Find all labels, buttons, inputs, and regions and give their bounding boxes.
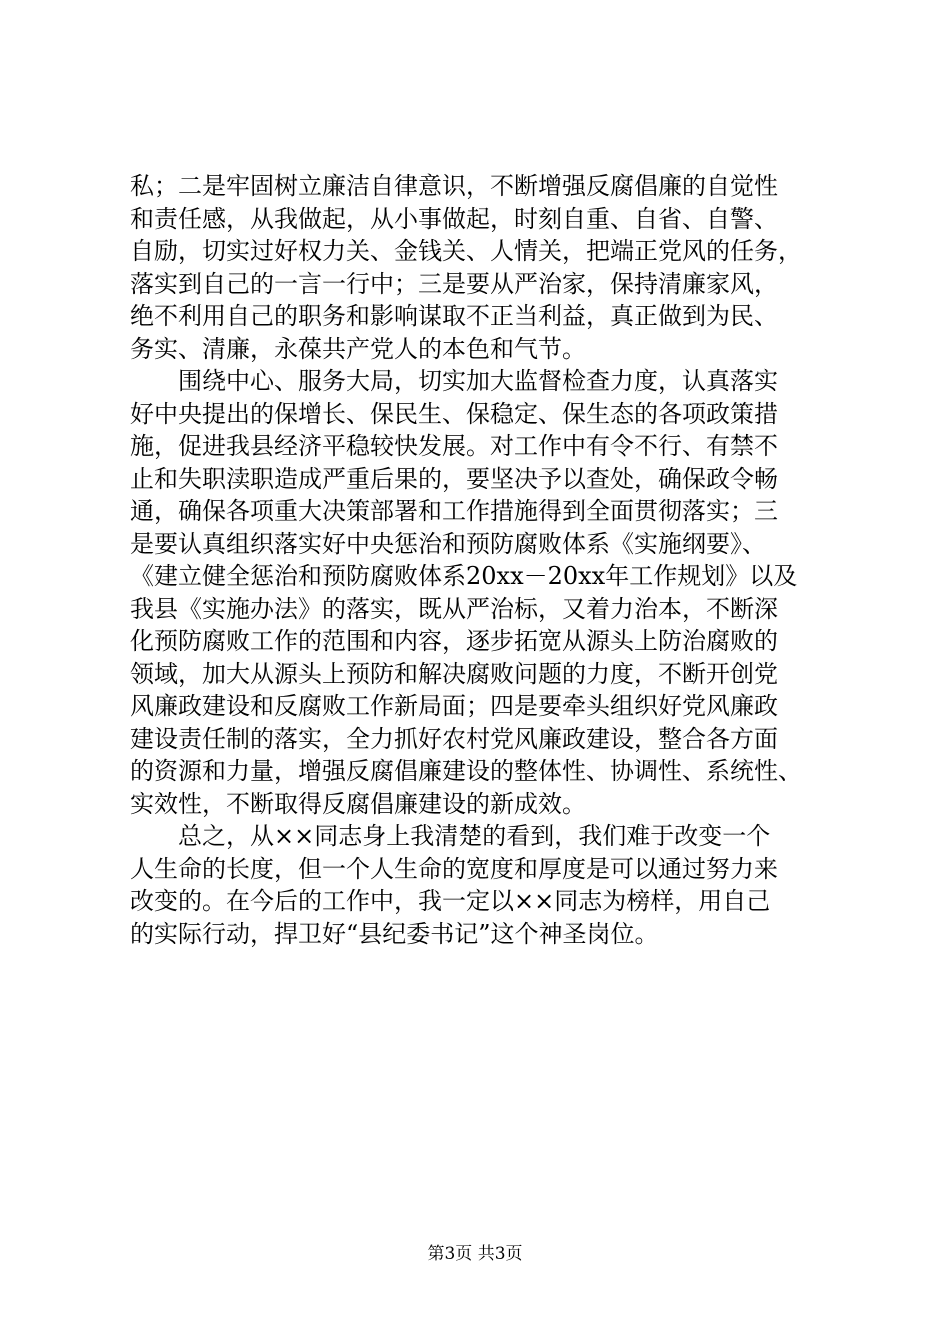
text-line: 通，确保各项重大决策部署和工作措施得到全面贯彻落实；三 [130, 497, 778, 525]
text-line: 我县《实施办法》的落实，既从严治标，又着力治本，不断深 [130, 594, 778, 623]
text-line: 实效性，不断取得反腐倡廉建设的新成效。 [130, 789, 586, 818]
text-line: 人生命的长度，但一个人生命的宽度和厚度是可以通过努力来 [130, 854, 778, 883]
text-line: 总之，从××同志身上我清楚的看到，我们难于改变一个 [130, 822, 771, 850]
text-line: 自励，切实过好权力关、金钱关、人情关，把端正党风的任务， [130, 237, 802, 265]
text-line: 是要认真组织落实好中央惩治和预防腐败体系《实施纲要》、 [130, 529, 766, 558]
text-line: 改变的。在今后的工作中，我一定以××同志为榜样，用自己 [130, 887, 771, 915]
text-line: 的实际行动，捍卫好“县纪委书记”这个神圣岗位。 [130, 919, 659, 948]
text-line: 绝不利用自己的职务和影响谋取不正当利益，真正做到为民、 [130, 302, 778, 330]
text-line: 施，促进我县经济平稳较快发展。对工作中有令不行、有禁不 [130, 432, 778, 460]
text-line: 建设责任制的落实，全力抓好农村党风廉政建设，整合各方面 [130, 724, 778, 753]
text-line: 化预防腐败工作的范围和内容，逐步拓宽从源头上防治腐败的 [130, 627, 778, 655]
text-line: 止和失职渎职造成严重后果的，要坚决予以查处，确保政令畅 [130, 464, 778, 493]
text-line: 好中央提出的保增长、保民生、保稳定、保生态的各项政策措 [130, 399, 778, 428]
document-body [130, 170, 830, 950]
text-line: 落实到自己的一言一行中；三是要从严治家，保持清廉家风， [130, 269, 778, 298]
page-number-footer: 第3页 共3页 [427, 1244, 523, 1264]
text-line: 围绕中心、服务大局，切实加大监督检查力度，认真落实 [130, 367, 778, 395]
text-line: 《建立健全惩治和预防腐败体系20xx－20xx年工作规划》以及 [130, 562, 798, 590]
text-line: 的资源和力量，增强反腐倡廉建设的整体性、协调性、系统性、 [130, 757, 802, 785]
text-line: 私；二是牢固树立廉洁自律意识，不断增强反腐倡廉的自觉性 [130, 172, 778, 200]
text-line: 务实、清廉，永葆共产党人的本色和气节。 [130, 334, 586, 363]
text-line: 和责任感，从我做起，从小事做起，时刻自重、自省、自警、 [130, 204, 778, 233]
text-line: 风廉政建设和反腐败工作新局面；四是要牵头组织好党风廉政 [130, 692, 778, 720]
text-line: 领域，加大从源头上预防和解决腐败问题的力度，不断开创党 [130, 659, 778, 688]
